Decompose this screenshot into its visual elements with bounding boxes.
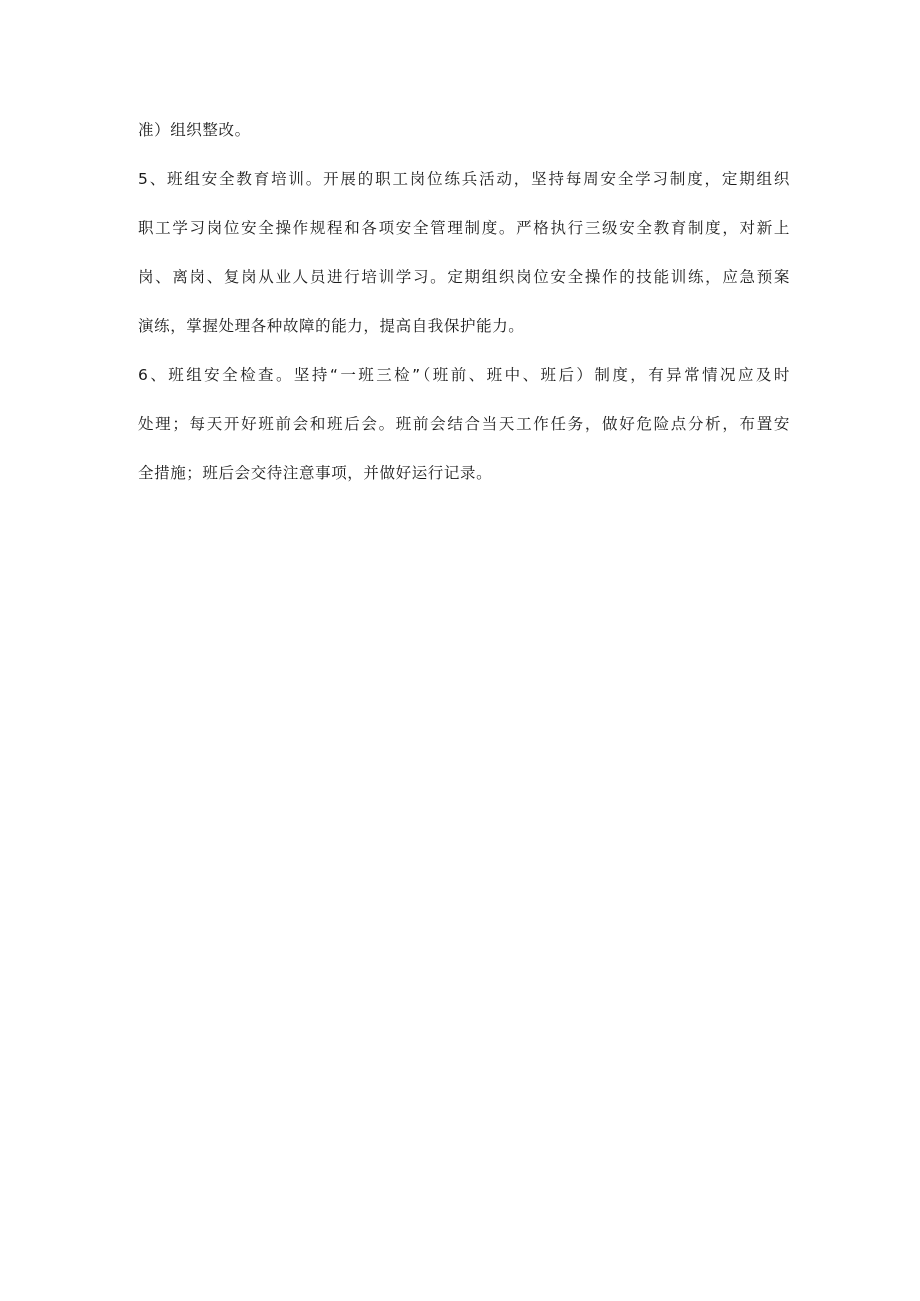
text-line-item6-2: 处理；每天开好班前会和班后会。班前会结合当天工作任务，做好危险点分析，布置安 xyxy=(138,415,790,433)
text-line-item5-1: 5、班组安全教育培训。开展的职工岗位练兵活动，坚持每周安全学习制度，定期组织 xyxy=(138,170,790,188)
text-line-item5-4: 演练，掌握处理各种故障的能力，提高自我保护能力。 xyxy=(138,317,525,335)
text-line-item6-1: 6、班组安全检查。坚持“一班三检”（班前、班中、班后）制度，有异常情况应及时 xyxy=(138,366,790,384)
text-line-item5-3: 岗、离岗、复岗从业人员进行培训学习。定期组织岗位安全操作的技能训练，应急预案 xyxy=(138,268,790,286)
document-body xyxy=(138,120,790,483)
text-line-item5-2: 职工学习岗位安全操作规程和各项安全管理制度。严格执行三级安全教育制度，对新上 xyxy=(138,219,790,237)
text-line-item6-3: 全措施；班后会交待注意事项，并做好运行记录。 xyxy=(138,464,493,482)
text-line-continuation: 准）组织整改。 xyxy=(138,121,251,139)
